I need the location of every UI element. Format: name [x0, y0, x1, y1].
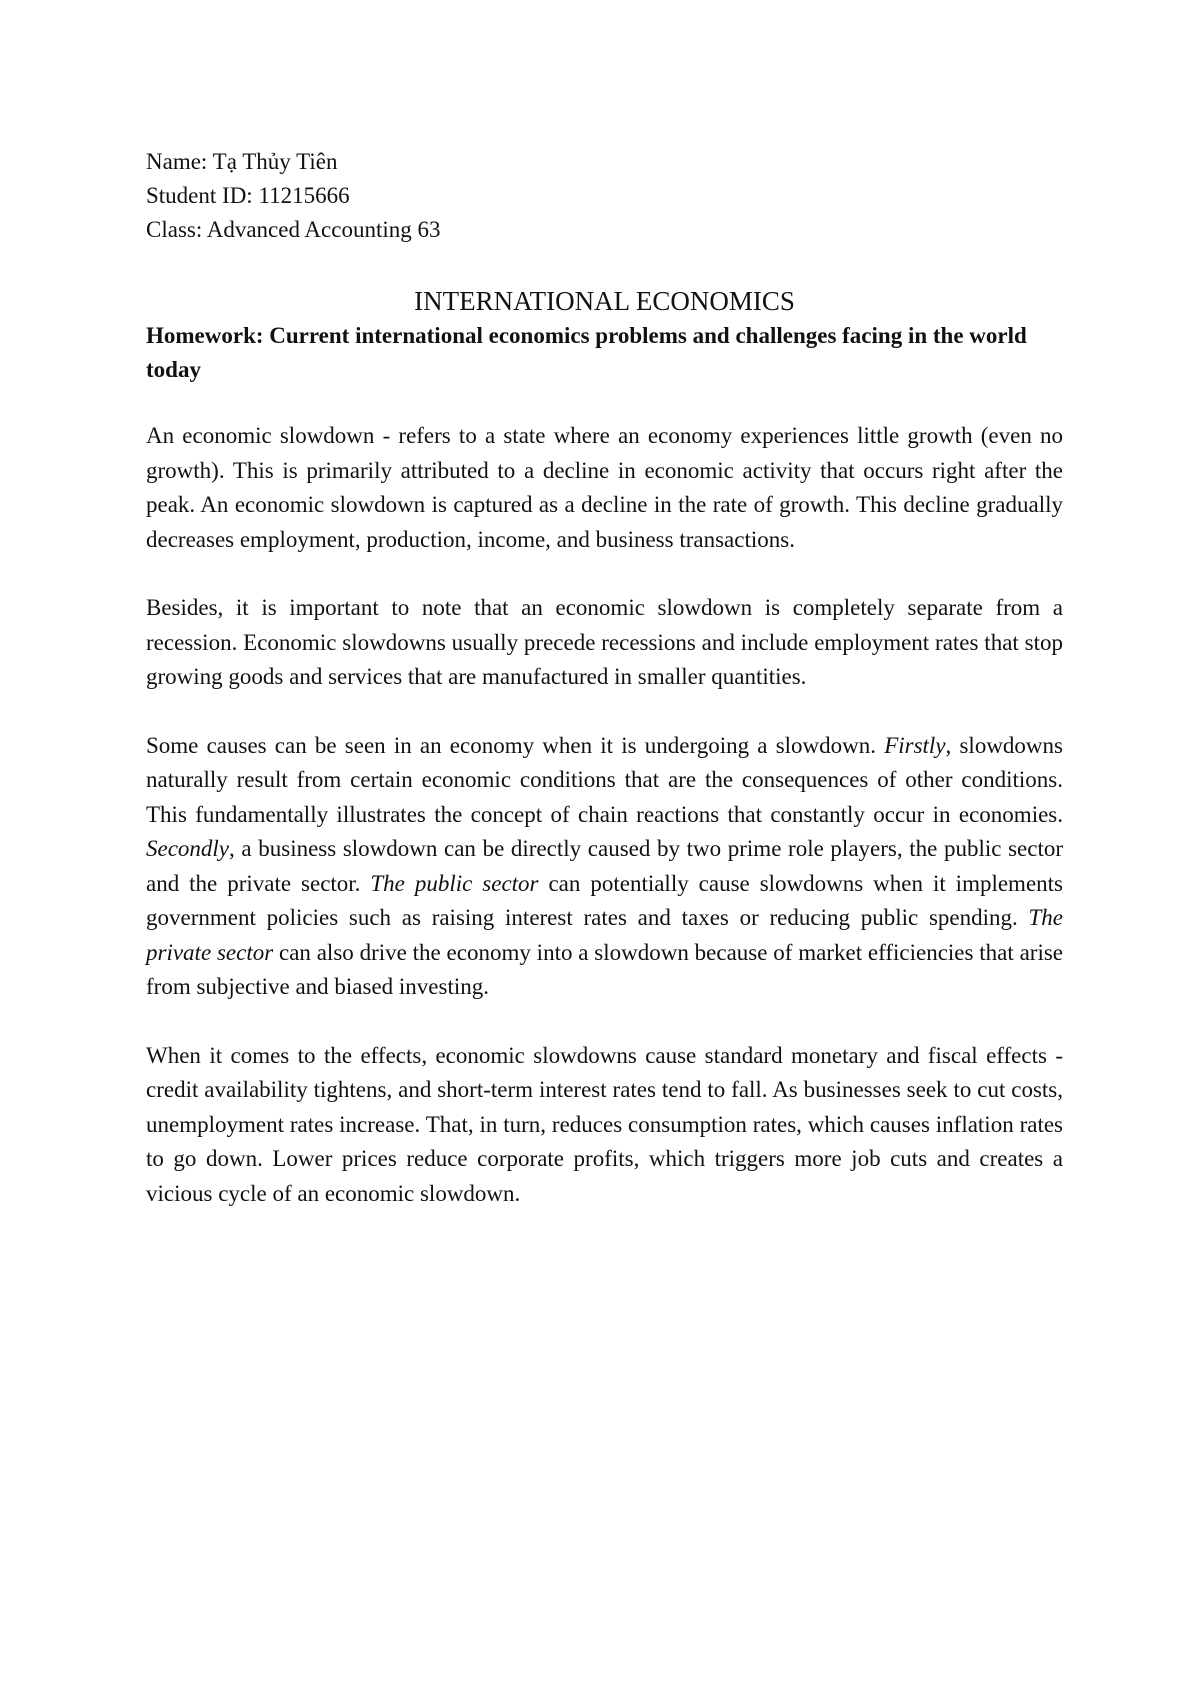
paragraph-causes: [146, 729, 1063, 1005]
private-sector-emphasis: The private sector: [146, 905, 1063, 965]
student-name: Name: Tạ Thủy Tiên: [146, 149, 338, 174]
paragraph-distinction: Besides, it is important to note that an economic slowdown is completely separate from a recession. Economic slowdowns usually precede recessions and include employment rates that stop growing goods and services that are manufactured in smaller quantities.: [146, 595, 1063, 689]
causes-text-3: , a business slowdown can be directly caused by two prime role players, the public sector and the private sector.: [146, 836, 1063, 896]
causes-text-1: Some causes can be seen in an economy when it is undergoing a slowdown.: [146, 732, 885, 758]
paragraph-effects: When it comes to the effects, economic slowdowns cause standard monetary and fiscal effects - credit availability tightens, and short-term interest rates tend to fall. As businesses seek to cut costs, unemployment rates increase. That, in turn, reduces consumption rates, which causes inflation rates to go down. Lower prices reduce corporate profits, which triggers more job cuts and creates a vicious cycle of an economic slowdown.: [146, 1042, 1063, 1206]
homework-heading: Homework: Current international economics problems and challenges facing in the world today: [146, 323, 1027, 382]
firstly-emphasis: Firstly: [884, 732, 946, 758]
document-title: INTERNATIONAL ECONOMICS: [414, 286, 795, 316]
causes-text-4: can potentially cause slowdowns when it implements government policies such as raising interest rates and taxes or reducing public spending.: [146, 870, 1064, 930]
student-id: Student ID: 11215666: [146, 183, 350, 208]
public-sector-emphasis: The public sector: [370, 870, 539, 896]
paragraph-definition: An economic slowdown - refers to a state where an economy experiences little growth (even no growth). This is primarily attributed to a decline in economic activity that occurs right after the peak. An economic slowdown is captured as a decline in the rate of growth. This decline gradually decreases employment, production, income, and business transactions.: [146, 423, 1063, 552]
student-class: Class: Advanced Accounting 63: [146, 217, 441, 242]
causes-text-5: can also drive the economy into a slowdown because of market efficiencies that arise from subjective and biased investing.: [146, 939, 1063, 999]
document-page: [146, 145, 1063, 1211]
causes-text-2: , slowdowns naturally result from certain economic conditions that are the consequences of other conditions. This fundamentally illustrates the concept of chain reactions that constantly occur in economies.: [146, 732, 1063, 827]
secondly-emphasis: Secondly: [146, 836, 230, 861]
